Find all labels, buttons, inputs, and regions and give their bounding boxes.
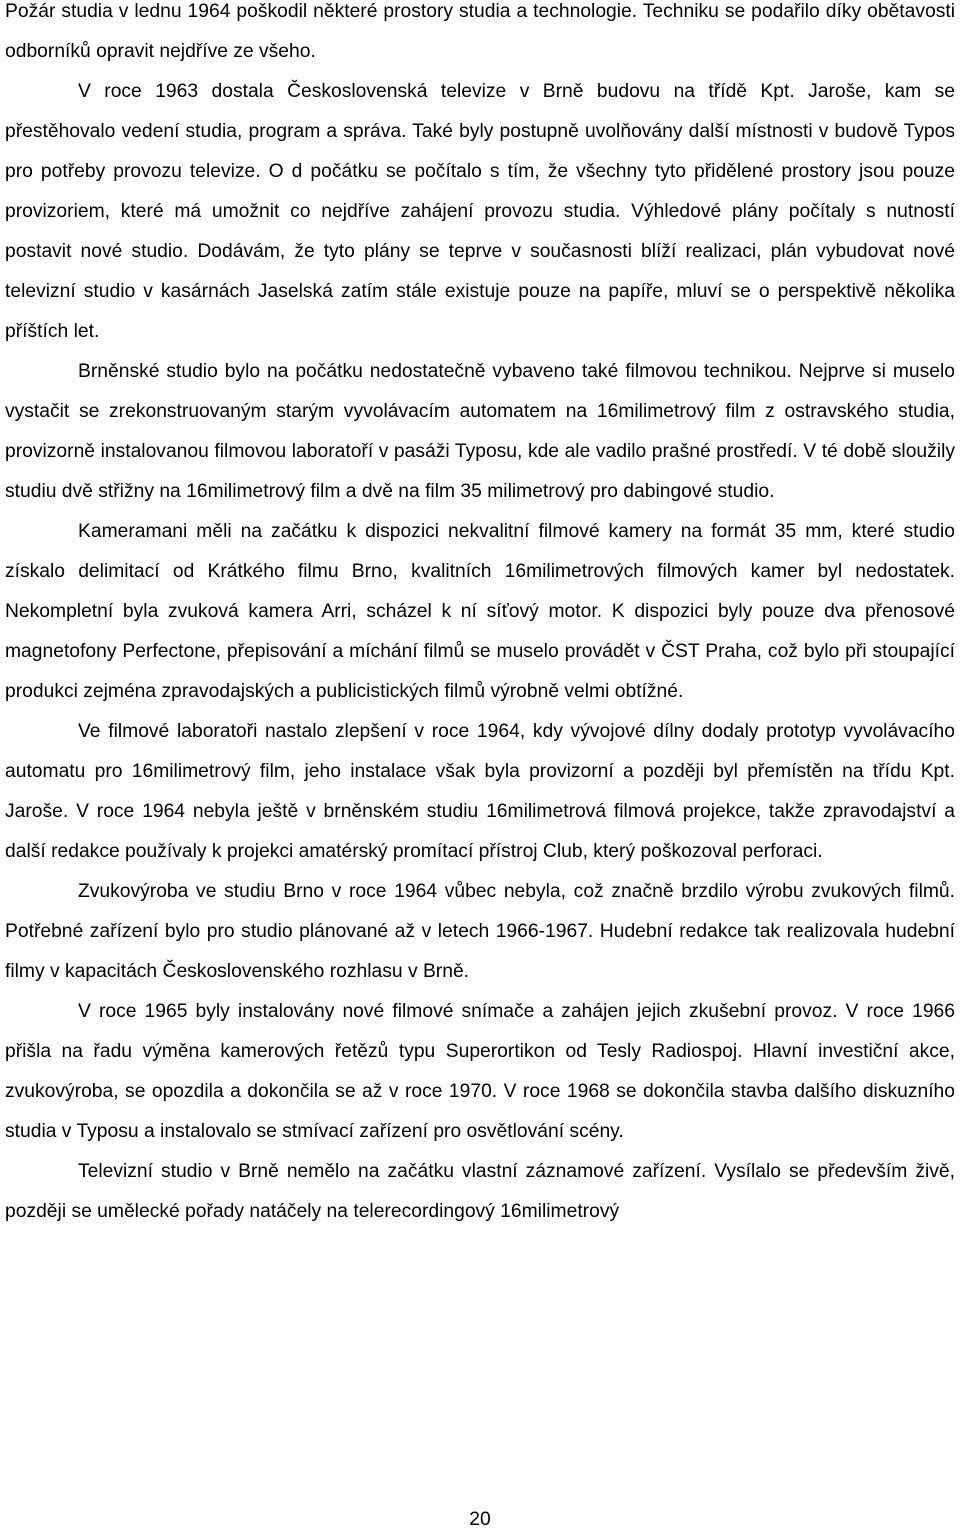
paragraph-recording: Televizní studio v Brně nemělo na začátku vlastní záznamové zařízení. Vysílalo se především živě, později se umělecké pořady natáčely na telerecordingový 16milimetrový [5, 1161, 955, 1222]
paragraph-equipment-upgrades: V roce 1965 byly instalovány nové filmové snímače a zahájen jejich zkušební provoz. V roce 1966 přišla na řadu výměna kamerových řetězů typu Superortikon od Tesly Radiospoj. Hlavní investiční akce, zvukovýroba, se opozdila a dokončila se až v roce 1970. V roce 1968 se dokončila stavba dalšího diskuzního studia v Typosu a instalovalo se stmívací zařízení pro osvětlování scény. [5, 1001, 955, 1142]
paragraph-film-technology: Brněnské studio bylo na počátku nedostatečně vybaveno také filmovou technikou. Nejprve si muselo vystačit se zrekonstruovaným starým vyvolávacím automatem na 16milimetrový film z ostravského studia, provizorně instalovanou filmovou laboratoří v pasáži Typosu, kde ale vadilo prašné prostředí. V té době sloužily studiu dvě střižny na 16milimetrový film a dvě na film 35 milimetrový pro dabingové studio. [5, 361, 955, 502]
paragraph-building-typos: V roce 1963 dostala Československá televize v Brně budovu na třídě Kpt. Jaroše, kam se přestěhovalo vedení studia, program a správa. Také byly postupně uvolňovány další místnosti v budově Typos pro potřeby provozu televize. O d počátku se počítalo s tím, že všechny tyto přidělené prostory jsou pouze provizoriem, které má umožnit co nejdříve zahájení provozu studia. Výhledové plány počítaly s nutností postavit nové studio. Dodávám, že tyto plány se teprve v současnosti blíží realizaci, plán vybudovat nové televizní studio v kasárnách Jaselská zatím stále existuje pouze na papíře, mluví se o perspektivě několika příštích let. [5, 81, 955, 342]
paragraph-sound-production: Zvukovýroba ve studiu Brno v roce 1964 vůbec nebyla, což značně brzdilo výrobu zvukových filmů. Potřebné zařízení bylo pro studio plánované až v letech 1966-1967. Hudební redakce tak realizovala hudební filmy v kapacitách Československého rozhlasu v Brně. [5, 881, 955, 982]
page-number: 20 [469, 1509, 491, 1530]
body-text [5, 0, 955, 1232]
paragraph-fire-repair: Požár studia v lednu 1964 poškodil některé prostory studia a technologie. Techniku se podařilo díky obětavosti odborníků opravit nejdříve ze všeho. [5, 1, 955, 62]
paragraph-film-laboratory: Ve filmové laboratoři nastalo zlepšení v roce 1964, kdy vývojové dílny dodaly prototyp vyvolávacího automatu pro 16milimetrový film, jeho instalace však byla provizorní a později byl přemístěn na třídu Kpt. Jaroše. V roce 1964 nebyla ještě v brněnském studiu 16milimetrová filmová projekce, takže zpravodajství a další redakce používaly k projekci amatérský promítací přístroj Club, který poškozoval perforaci. [5, 721, 955, 862]
paragraph-cameramen: Kameramani měli na začátku k dispozici nekvalitní filmové kamery na formát 35 mm, které studio získalo delimitací od Krátkého filmu Brno, kvalitních 16milimetrových filmových kamer byl nedostatek. Nekompletní byla zvuková kamera Arri, scházel k ní síťový motor. K dispozici byly pouze dva přenosové magnetofony Perfectone, přepisování a míchání filmů se muselo provádět v ČST Praha, což bylo při stoupající produkci zejména zpravodajských a publicistických filmů výrobně velmi obtížné. [5, 521, 955, 702]
document-page [5, 0, 955, 1537]
